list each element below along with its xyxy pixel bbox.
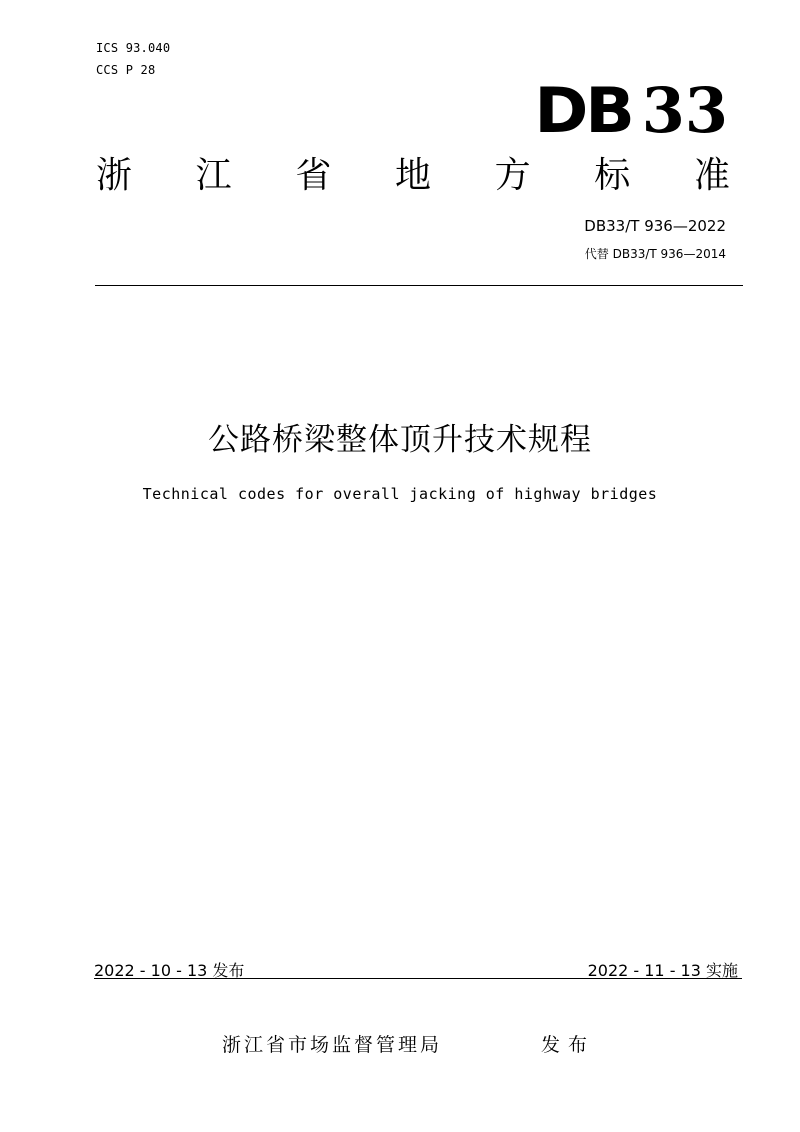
publish-label: 发布 [541,1034,596,1056]
standard-type-char: 方 [494,155,531,196]
implementation-date: 2022 - 11 - 13 实施 [587,961,738,980]
standard-type-heading [96,151,730,201]
standard-type-char: 标 [594,155,631,196]
standard-type-char: 准 [693,155,730,196]
db-prefix: DB [534,74,632,147]
ics-code: ICS 93.040 [96,41,171,55]
standard-type-char: 省 [295,155,332,196]
bottom-divider [94,978,742,979]
ccs-code: CCS P 28 [96,63,156,77]
replaces-note: 代替 DB33/T 936—2014 [584,247,726,261]
title-english: Technical codes for overall jacking of highway bridges [142,485,658,503]
title-chinese: 公路桥梁整体顶升技术规程 [208,422,592,458]
issue-date: 2022 - 10 - 13 发布 [94,961,245,980]
standard-type-char: 江 [195,155,232,196]
standard-type-char: 浙 [96,155,133,196]
top-divider [95,285,743,286]
db-logo [534,62,728,147]
standard-number: DB33/T 936—2022 [584,217,726,235]
db-number: 33 [641,74,728,147]
standard-type-char: 地 [394,155,431,196]
publisher-name: 浙江省市场监督管理局 [222,1034,443,1056]
